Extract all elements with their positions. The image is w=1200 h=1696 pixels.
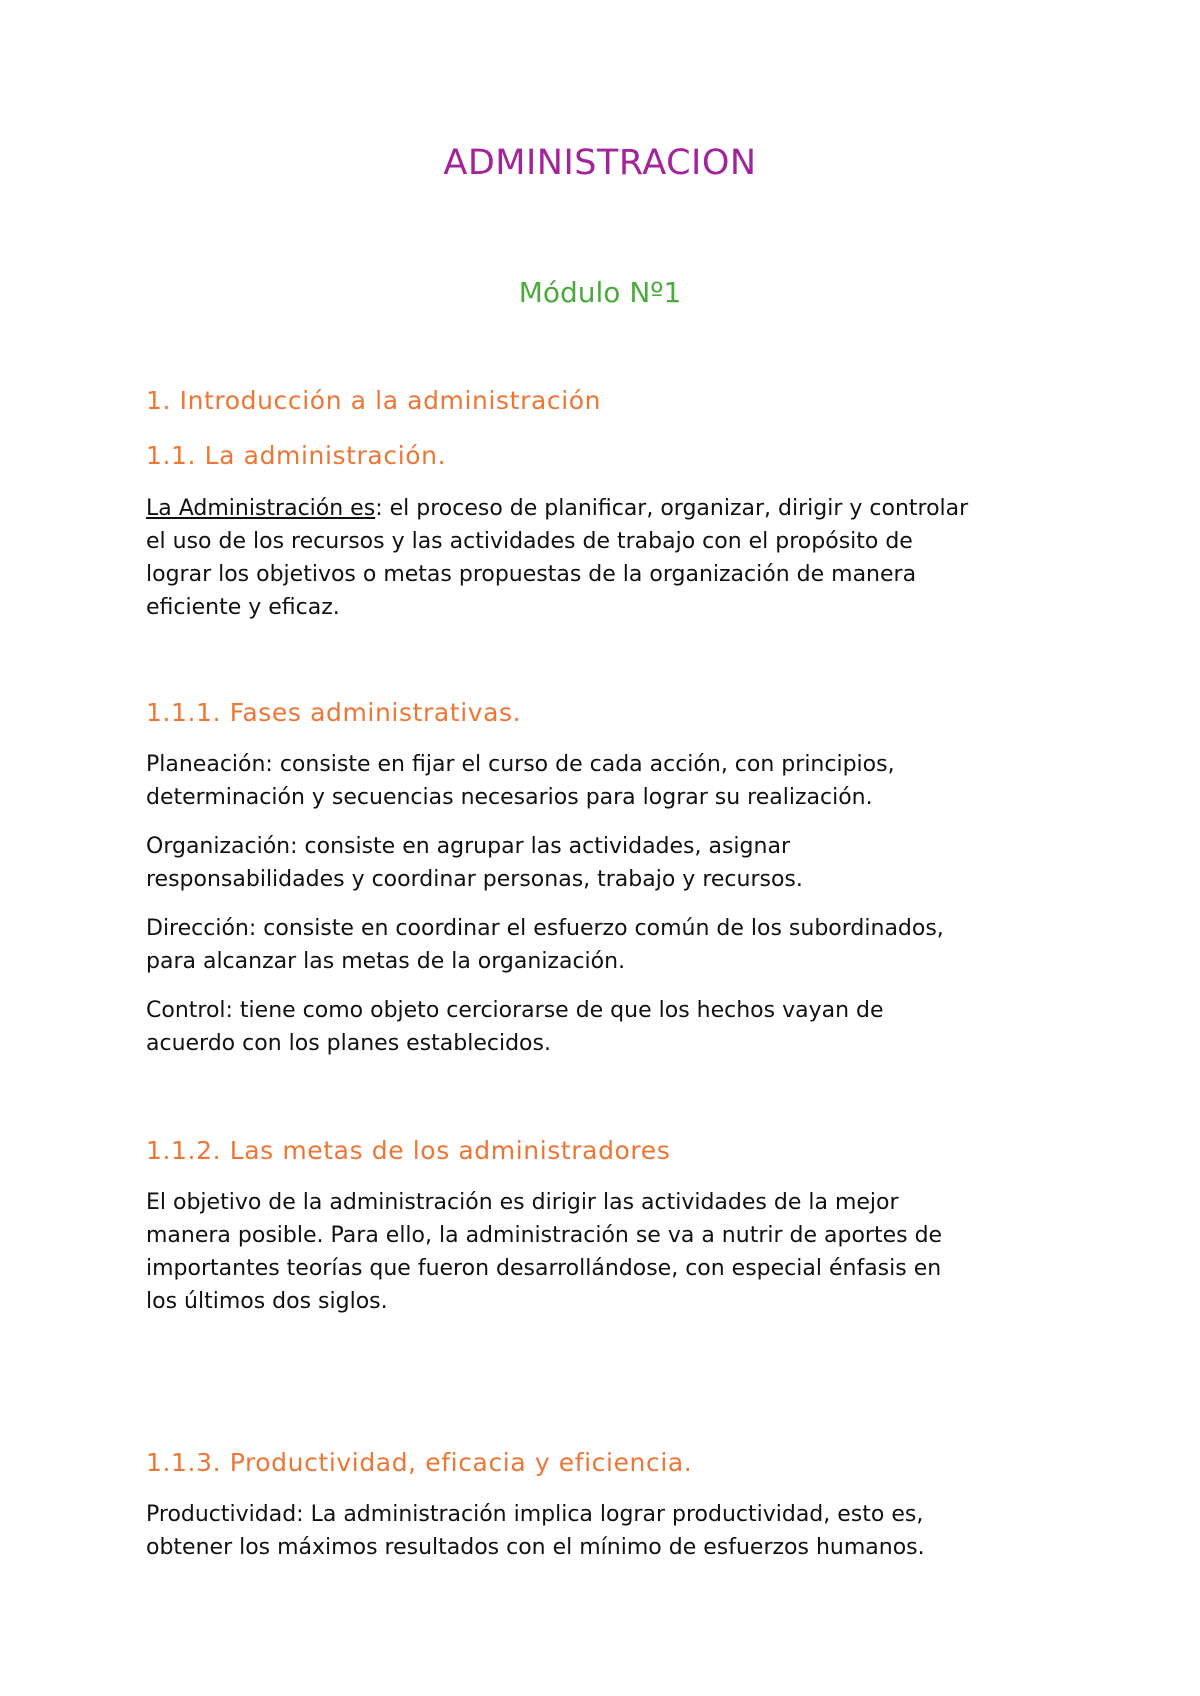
direccion-line-2: para alcanzar las metas de la organización. xyxy=(146,949,626,974)
definition-line-4: eficiente y eficaz. xyxy=(146,595,340,620)
heading-la-administracion: 1.1. La administración. xyxy=(146,441,447,470)
control-line-2: acuerdo con los planes establecidos. xyxy=(146,1031,551,1056)
definition-line-3: lograr los objetivos o metas propuestas de la organización de manera xyxy=(146,562,917,587)
definition-text: : el proceso de planificar, organizar, dirigir y controlar xyxy=(375,496,969,521)
organizacion-line-2: responsabilidades y coordinar personas, trabajo y recursos. xyxy=(146,867,803,892)
paragraph-control xyxy=(146,994,1076,1060)
metas-line-4: los últimos dos siglos. xyxy=(146,1289,388,1314)
paragraph-organizacion xyxy=(146,830,1076,896)
paragraph-direccion xyxy=(146,912,1076,978)
metas-line-1: El objetivo de la administración es dirigir las actividades de la mejor xyxy=(146,1190,899,1215)
control-line-1: Control: tiene como objeto cerciorarse de que los hechos vayan de xyxy=(146,998,884,1023)
heading-fases-administrativas: 1.1.1. Fases administrativas. xyxy=(146,698,522,727)
paragraph-metas xyxy=(146,1186,1076,1318)
paragraph-definicion xyxy=(146,492,1076,624)
module-subtitle: Módulo Nº1 xyxy=(518,276,682,309)
heading-metas-administradores: 1.1.2. Las metas de los administradores xyxy=(146,1136,671,1165)
organizacion-line-1: Organización: consiste en agrupar las actividades, asignar xyxy=(146,834,790,859)
productividad-line-2: obtener los máximos resultados con el mínimo de esfuerzos humanos. xyxy=(146,1535,925,1560)
paragraph-productividad xyxy=(146,1498,1076,1564)
paragraph-planeacion xyxy=(146,748,1076,814)
heading-introduccion: 1. Introducción a la administración xyxy=(146,386,602,415)
metas-line-2: manera posible. Para ello, la administración se va a nutrir de aportes de xyxy=(146,1223,943,1248)
heading-productividad: 1.1.3. Productividad, eficacia y eficiencia. xyxy=(146,1448,693,1477)
metas-line-3: importantes teorías que fueron desarrollándose, con especial énfasis en xyxy=(146,1256,942,1281)
direccion-line-1: Dirección: consiste en coordinar el esfuerzo común de los subordinados, xyxy=(146,916,944,941)
definition-term: La Administración es xyxy=(146,496,376,521)
planeacion-line-1: Planeación: consiste en fijar el curso de cada acción, con principios, xyxy=(146,752,895,777)
planeacion-line-2: determinación y secuencias necesarios para lograr su realización. xyxy=(146,785,873,810)
productividad-line-1: Productividad: La administración implica lograr productividad, esto es, xyxy=(146,1502,924,1527)
definition-line-1 xyxy=(146,492,1076,525)
definition-line-2: el uso de los recursos y las actividades de trabajo con el propósito de xyxy=(146,529,913,554)
document-title: ADMINISTRACION xyxy=(443,143,757,183)
